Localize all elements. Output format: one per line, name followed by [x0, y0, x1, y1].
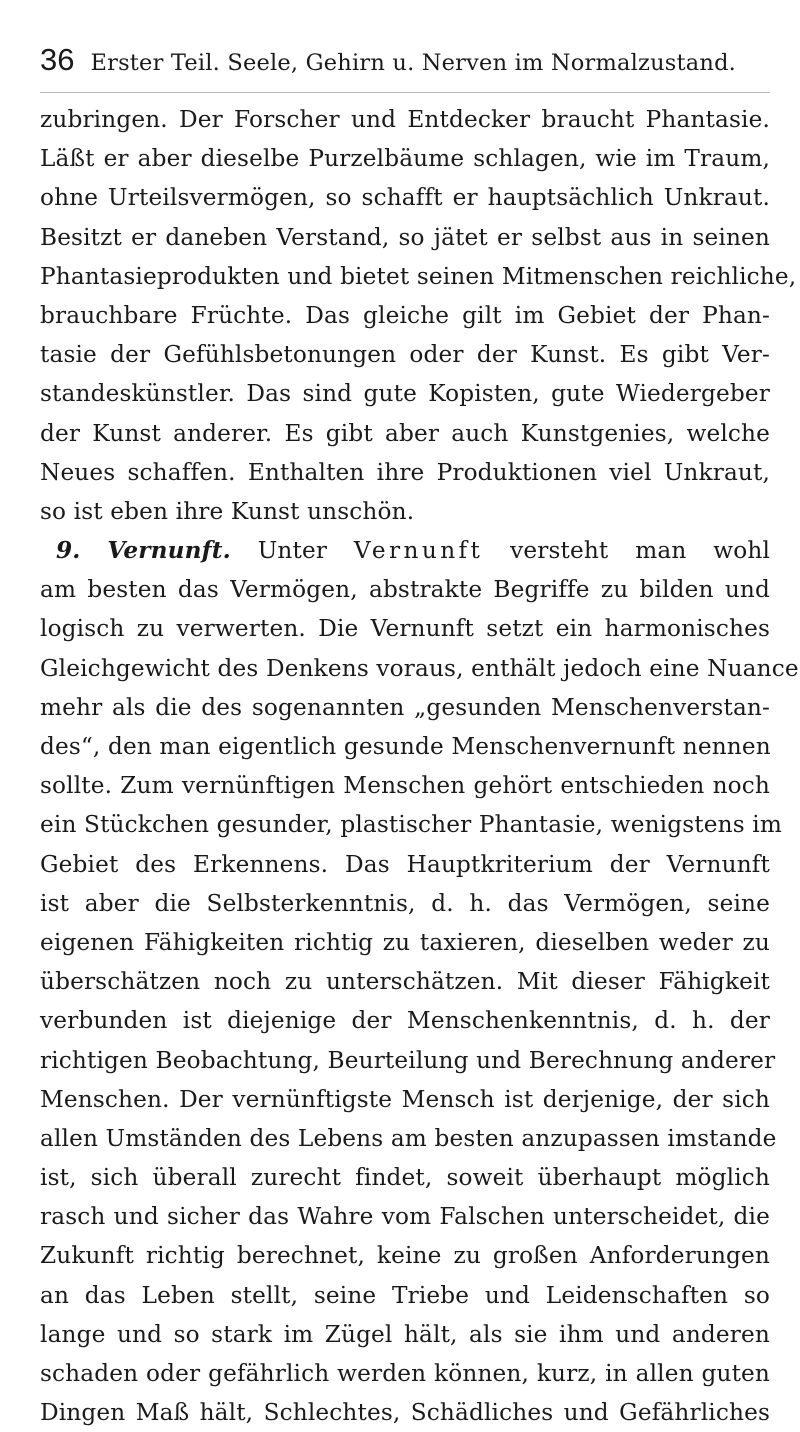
text-line: überschätzen noch zu unterschätzen. Mit dieser Fähigkeit [40, 968, 770, 996]
text-line: standeskünstler. Das sind gute Kopisten, gute Wiedergeber [40, 380, 770, 408]
text-line: ist, sich überall zurecht findet, soweit überhaupt möglich [40, 1164, 770, 1192]
text-line: Zukunft richtig berechnet, keine zu großen Anforderungen [40, 1242, 770, 1270]
page-number: 36 [40, 42, 75, 77]
text-line: logisch zu verwerten. Die Vernunft setzt ein harmonisches [40, 615, 770, 643]
text-line: schaden oder gefährlich werden können, kurz, in allen guten [40, 1360, 770, 1387]
text-line: des“, den man eigentlich gesunde Menschenvernunft nennen [40, 733, 771, 760]
text-line: eigenen Fähigkeiten richtig zu taxieren, dieselben weder zu [40, 928, 770, 956]
section-term: Vernunft. [107, 537, 231, 565]
text-line: tasie der Gefühlsbetonungen oder der Kunst. Es gibt Ver- [40, 341, 770, 369]
text-line: Phantasieprodukten und bietet seinen Mitmenschen reichliche, [40, 262, 797, 290]
text-line: Besitzt er daneben Verstand, so jätet er selbst aus in seinen [40, 223, 770, 251]
body-text [40, 100, 799, 1432]
text-line: der Kunst anderer. Es gibt aber auch Kunstgenies, welche [40, 419, 770, 447]
header-rule [40, 92, 770, 93]
text-line: rasch und sicher das Wahre vom Falschen unterscheidet, die [40, 1203, 770, 1231]
text-line: mehr als die des sogenannten „gesunden Menschenverstan- [40, 693, 770, 721]
text-line: am besten das Vermögen, abstrakte Begriffe zu bilden und [40, 576, 770, 604]
text-fragment: Unter [257, 537, 328, 565]
running-head: Erster Teil. Seele, Gehirn u. Nerven im Normalzustand. [90, 50, 737, 76]
section-heading-line [40, 531, 770, 570]
text-line: ein Stückchen gesunder, plastischer Phantasie, wenigstens im [40, 811, 782, 839]
text-line: zubringen. Der Forscher und Entdecker braucht Phantasie. [40, 106, 770, 133]
text-line: verbunden ist diejenige der Menschenkenntnis, d. h. der [40, 1007, 770, 1035]
text-line: richtigen Beobachtung, Beurteilung und Berechnung anderer [40, 1046, 776, 1074]
text-line: Läßt er aber dieselbe Purzelbäume schlagen, wie im Traum, [40, 145, 770, 173]
text-line: Neues schaffen. Enthalten ihre Produktionen viel Unkraut, [40, 458, 770, 486]
text-line: lange und so stark im Zügel hält, als sie ihm und anderen [40, 1320, 770, 1348]
text-line: ohne Urteilsvermögen, so schafft er hauptsächlich Unkraut. [40, 184, 770, 212]
text-line: Gebiet des Erkennens. Das Hauptkriterium der Vernunft [40, 850, 770, 878]
spaced-term: Vernunft [353, 537, 484, 565]
text-line: brauchbare Früchte. Das gleiche gilt im Gebiet der Phan- [40, 301, 770, 329]
text-line: Menschen. Der vernünftigste Mensch ist derjenige, der sich [40, 1085, 770, 1113]
page-header [40, 42, 770, 82]
text-fragment: versteht man wohl [510, 537, 771, 565]
text-line: Gleichgewicht des Denkens voraus, enthält jedoch eine Nuance [40, 654, 799, 682]
text-line: so ist eben ihre Kunst unschön. [40, 497, 415, 525]
section-number: 9. [56, 537, 81, 565]
text-line: an das Leben stellt, seine Triebe und Leidenschaften so [40, 1281, 770, 1309]
text-line: sollte. Zum vernünftigen Menschen gehört entschieden noch [40, 772, 770, 800]
text-line: ist aber die Selbsterkenntnis, d. h. das Vermögen, seine [40, 889, 770, 917]
text-line: allen Umständen des Lebens am besten anzupassen imstande [40, 1124, 777, 1152]
text-line: Dingen Maß hält, Schlechtes, Schädliches und Gefährliches [40, 1399, 770, 1427]
